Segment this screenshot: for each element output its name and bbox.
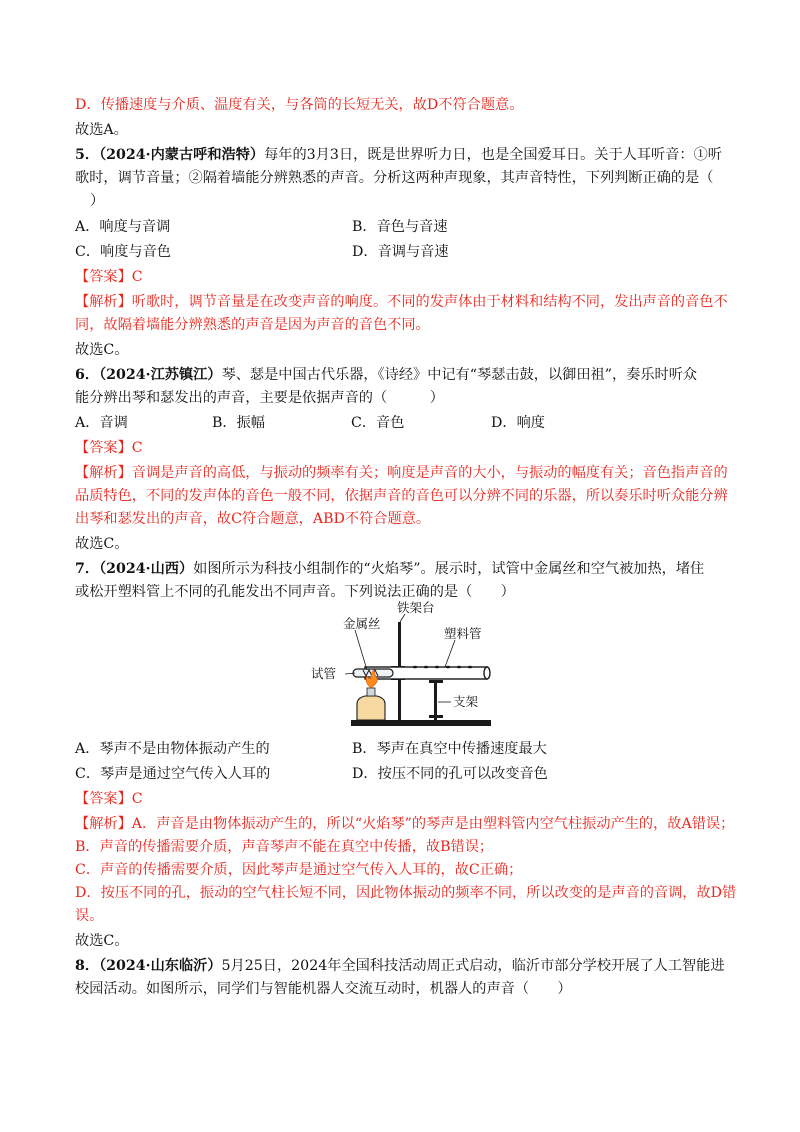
q6-option-b: B．振幅 [212, 415, 265, 431]
q7-analysis-line1 [75, 815, 734, 833]
q7-option-d: D．按压不同的孔可以改变音色 [352, 766, 548, 782]
q5-analysis-tag: 【解析】 [75, 294, 132, 310]
q5-analysis-text1: 听歌时，调节音量是在改变声音的响度。不同的发声体由于材料和结构不同，发出声音的音色不 [131, 294, 728, 310]
q7-source: （2024·山西） [99, 561, 194, 577]
q5-answer-value: C [131, 269, 143, 285]
q6-answer-tag: 【答案】 [75, 440, 132, 456]
q7-option-b: B．琴声在真空中传播速度最大 [352, 741, 547, 757]
support-post [434, 683, 437, 720]
q6-answer-value: C [131, 440, 143, 456]
q8-stem-line2: 校园活动。如图所示，同学们与智能机器人交流互动时，机器人的声音（ ） [75, 981, 572, 997]
q5-answer [75, 268, 143, 286]
lamp-neck [367, 688, 375, 696]
q7-analysis-line4: D．按压不同的孔，振动的空气柱长短不同，因此物体振动的频率不同，所以改变的是声音的音调，故D错 [75, 885, 737, 901]
label-iron-stand: 铁架台 [397, 600, 435, 615]
q6-stem-text1: 琴、瑟是中国古代乐器，《诗经》中记有“琴瑟击鼓，以御田祖”，奏乐时听众 [221, 367, 698, 383]
q5-answer-tag: 【答案】 [75, 269, 132, 285]
q7-analysis-text1: A．声音是由物体振动产生的，所以“火焰琴”的琴声是由塑料管内空气柱振动产生的，故A错误； [131, 816, 735, 832]
q7-stem-text1: 如图所示为科技小组制作的“火焰琴”。展示时，试管中金属丝和空气被加热，堵住 [193, 561, 705, 577]
q6-stem-line1 [75, 366, 697, 384]
q8-stem-text1: 5月25日，2024年全国科技活动周正式启动，临沂市部分学校开展了人工智能进 [221, 958, 725, 974]
q7-analysis-tag: 【解析】 [75, 816, 132, 832]
q8-stem-line1 [75, 957, 725, 975]
q6-analysis-line3: 出琴和瑟发出的声音，故C符合题意，ABD不符合题意。 [75, 511, 431, 527]
label-test-tube: 试管 [311, 666, 337, 681]
q6-analysis-line1 [75, 464, 728, 482]
q7-answer-tag: 【答案】 [75, 791, 132, 807]
q6-analysis-line2: 品质特色，不同的发声体的音色一般不同，依据声音的音色可以分辨不同的乐器，所以奏乐时听众能分辨 [75, 488, 728, 504]
q5-option-d: D．音调与音速 [352, 244, 449, 260]
q7-conclusion: 故选C。 [75, 933, 129, 949]
q5-analysis-line1 [75, 293, 728, 311]
stand-base [351, 720, 491, 726]
leader-iron-stand [400, 614, 405, 622]
q8-source: （2024·山东临沂） [99, 958, 222, 974]
q7-answer [75, 790, 143, 808]
q6-answer [75, 439, 143, 457]
plastic-tube-end [484, 667, 490, 679]
q5-analysis-line2: 同，故隔着墙能分辨熟悉的声音是因为声音的音色不同。 [75, 317, 430, 333]
q5-conclusion: 故选C。 [75, 342, 129, 358]
q7-stem-line2: 或松开塑料管上不同的孔能发出不同声音。下列说法正确的是（ ） [75, 584, 515, 600]
q5-stem-line3: ） [90, 193, 105, 209]
q6-option-d: D．响度 [491, 415, 545, 431]
q7-stem-line1 [75, 560, 704, 578]
support-foot [429, 715, 443, 718]
q7-option-a: A．琴声不是由物体振动产生的 [75, 741, 270, 757]
q6-analysis-text1: 音调是声音的高低，与振动的频率有关；响度是声音的大小，与振动的幅度有关；音色指声音的 [131, 465, 728, 481]
flame-harp-figure [305, 600, 495, 732]
q7-number: 7． [75, 561, 100, 577]
q6-source: （2024·江苏镇江） [99, 367, 222, 383]
q7-analysis-line3: C．声音的传播需要介质，因此琴声是通过空气传入人耳的，故C正确； [75, 862, 523, 878]
q5-option-c: C．响度与音色 [75, 244, 171, 260]
q5-source: （2024·内蒙古呼和浩特） [99, 147, 265, 163]
q6-conclusion: 故选C。 [75, 536, 129, 552]
q4-conclusion: 故选A。 [75, 122, 128, 138]
q5-stem-text1: 每年的3月3日，既是世界听力日，也是全国爱耳日。关于人耳听音：①听 [264, 147, 722, 163]
leader-plastic-tube [445, 640, 455, 667]
alcohol-lamp [357, 696, 385, 720]
leader-metal-wire [355, 630, 367, 670]
q5-number: 5． [75, 147, 100, 163]
support-top [429, 680, 443, 683]
q6-analysis-tag: 【解析】 [75, 465, 132, 481]
q5-stem-line2: 歌时，调节音量；②隔着墙能分辨熟悉的声音。分析这两种声现象，其声音特性，下列判断正确的是（ [75, 170, 714, 186]
q5-option-b: B．音色与音速 [352, 219, 448, 235]
q7-analysis-line5: 误。 [75, 908, 104, 924]
q5-option-a: A．响度与音调 [75, 219, 171, 235]
q6-stem-line2: 能分辨出琴和瑟发出的声音，主要是依据声音的（ ） [75, 390, 444, 406]
q7-option-c: C．琴声是通过空气传入人耳的 [75, 766, 271, 782]
q8-number: 8． [75, 958, 100, 974]
q6-option-c: C．音色 [351, 415, 405, 431]
label-support: 支架 [453, 694, 479, 709]
q6-number: 6． [75, 367, 100, 383]
q7-analysis-line2: B．声音的传播需要介质，声音琴声不能在真空中传播，故B错误； [75, 839, 494, 855]
label-metal-wire: 金属丝 [343, 616, 381, 631]
q7-answer-value: C [131, 791, 143, 807]
label-plastic-tube: 塑料管 [444, 626, 482, 641]
q5-stem-line1 [75, 146, 722, 164]
q6-option-a: A．音调 [75, 415, 128, 431]
q4-explanation-d: D．传播速度与介质、温度有关，与各筒的长短无关，故D不符合题意。 [75, 97, 524, 113]
